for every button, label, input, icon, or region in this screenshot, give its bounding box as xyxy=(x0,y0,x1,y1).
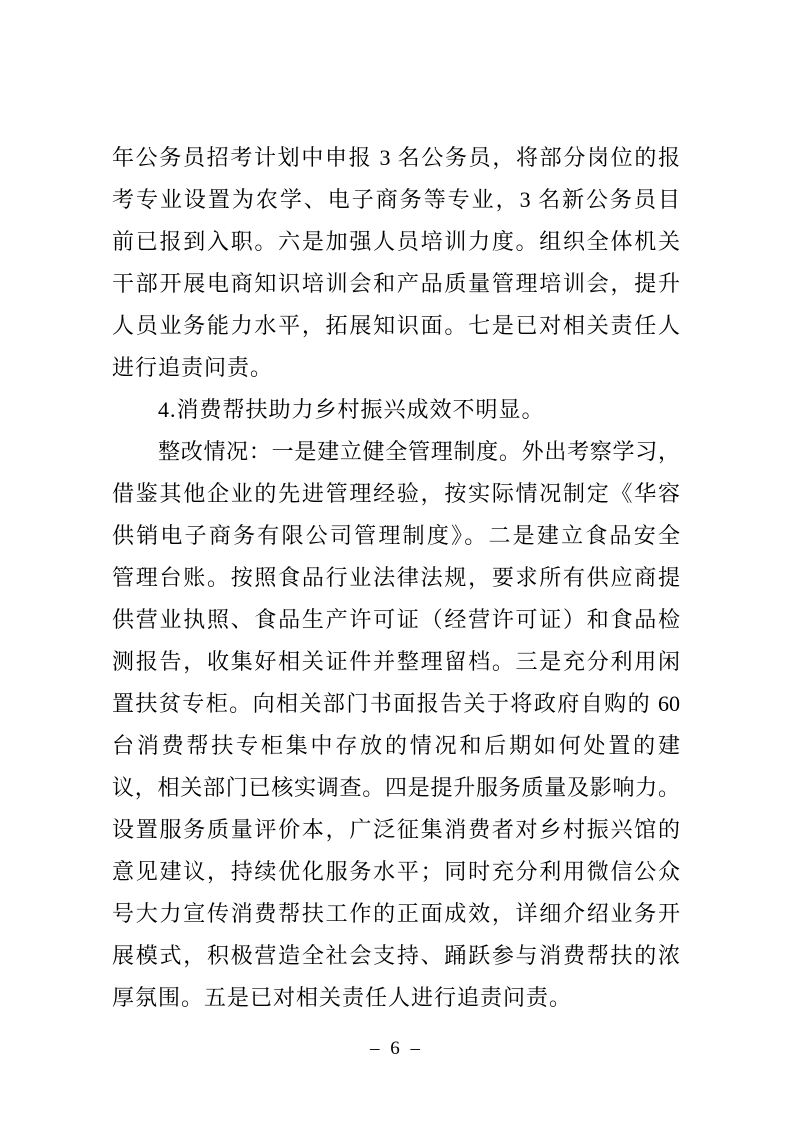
text-line: 置扶贫专柜。向相关部门书面报告关于将政府自购的 60 xyxy=(112,691,680,716)
text-line: 整改情况：一是建立健全管理制度。外出考察学习， xyxy=(158,439,680,464)
paragraph xyxy=(112,137,680,389)
text-line: 号大力宣传消费帮扶工作的正面成效，详细介绍业务开 xyxy=(112,901,680,926)
text-line: 4.消费帮扶助力乡村振兴成效不明显。 xyxy=(158,397,545,422)
text-line: 展模式，积极营造全社会支持、踊跃参与消费帮扶的浓 xyxy=(112,943,680,968)
text-line: 厚氛围。五是已对相关责任人进行追责问责。 xyxy=(112,985,573,1010)
text-line: 台消费帮扶专柜集中存放的情况和后期如何处置的建 xyxy=(112,733,680,758)
text-line: 供营业执照、食品生产许可证（经营许可证）和食品检 xyxy=(112,607,680,632)
text-line: 进行追责问责。 xyxy=(112,355,274,380)
text-line: 年公务员招考计划中申报 3 名公务员，将部分岗位的报 xyxy=(112,145,680,170)
paragraph xyxy=(112,431,680,1019)
text-line: 意见建议，持续优化服务水平；同时充分利用微信公众 xyxy=(112,859,680,884)
text-line: 人员业务能力水平，拓展知识面。七是已对相关责任人 xyxy=(112,313,680,338)
text-line: 干部开展电商知识培训会和产品质量管理培训会，提升 xyxy=(112,271,680,296)
text-line: 前已报到入职。六是加强人员培训力度。组织全体机关 xyxy=(112,229,680,254)
text-line: 管理台账。按照食品行业法律法规，要求所有供应商提 xyxy=(112,565,680,590)
text-line: 议，相关部门已核实调查。四是提升服务质量及影响力。 xyxy=(112,775,680,800)
text-line: 借鉴其他企业的先进管理经验，按实际情况制定《华容 xyxy=(112,481,680,506)
text-line: 考专业设置为农学、电子商务等专业，3 名新公务员目 xyxy=(112,187,680,212)
page-number: – 6 – xyxy=(370,1038,423,1059)
text-line: 供销电子商务有限公司管理制度》。二是建立食品安全 xyxy=(112,523,680,548)
text-line: 测报告，收集好相关证件并整理留档。三是充分利用闲 xyxy=(112,649,680,674)
document-body xyxy=(112,137,680,1019)
paragraph xyxy=(112,389,680,431)
text-line: 设置服务质量评价本，广泛征集消费者对乡村振兴馆的 xyxy=(112,817,680,842)
